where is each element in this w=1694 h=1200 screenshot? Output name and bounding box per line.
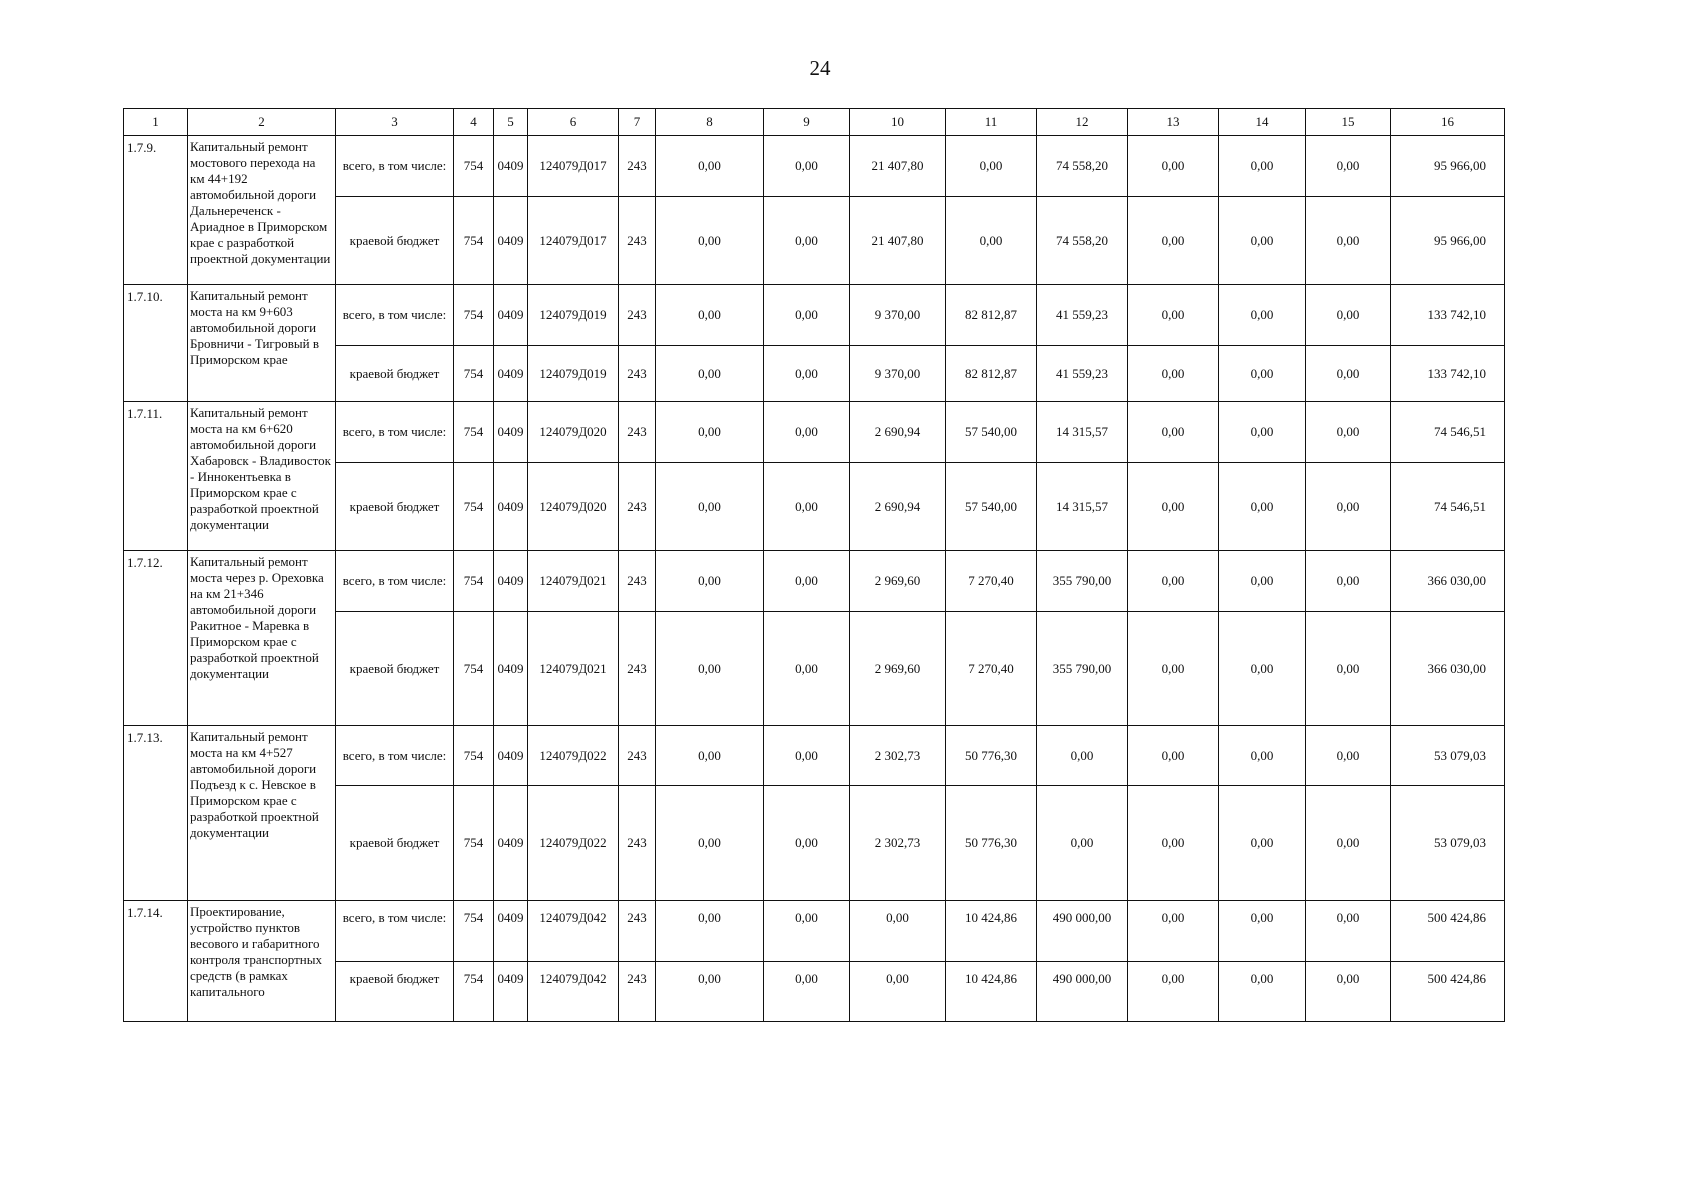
cell-c9: 0,00 [764, 786, 850, 901]
cell-c10: 21 407,80 [850, 136, 946, 197]
cell-c14: 0,00 [1219, 346, 1306, 402]
cell-c12: 355 790,00 [1037, 551, 1128, 612]
cell-c12: 14 315,57 [1037, 402, 1128, 463]
cell-c16: 500 424,86 [1391, 962, 1505, 1022]
cell-c12: 41 559,23 [1037, 285, 1128, 346]
cell-c7: 243 [619, 901, 656, 962]
cell-c11: 50 776,30 [946, 726, 1037, 786]
funding-source: всего, в том числе: [336, 136, 454, 197]
cell-c7: 243 [619, 346, 656, 402]
cell-c15: 0,00 [1306, 726, 1391, 786]
cell-c13: 0,00 [1128, 962, 1219, 1022]
cell-c11: 7 270,40 [946, 551, 1037, 612]
cell-c12: 490 000,00 [1037, 962, 1128, 1022]
cell-c6: 124079Д019 [528, 346, 619, 402]
cell-c10: 9 370,00 [850, 285, 946, 346]
cell-c15: 0,00 [1306, 346, 1391, 402]
cell-c5: 0409 [494, 612, 528, 726]
cell-c14: 0,00 [1219, 612, 1306, 726]
funding-source: всего, в том числе: [336, 402, 454, 463]
cell-c15: 0,00 [1306, 463, 1391, 551]
cell-c6: 124079Д020 [528, 402, 619, 463]
cell-c11: 0,00 [946, 197, 1037, 285]
cell-c5: 0409 [494, 285, 528, 346]
cell-c15: 0,00 [1306, 901, 1391, 962]
cell-c10: 9 370,00 [850, 346, 946, 402]
cell-c14: 0,00 [1219, 402, 1306, 463]
cell-c10: 2 302,73 [850, 726, 946, 786]
cell-c7: 243 [619, 551, 656, 612]
item-number: 1.7.14. [124, 901, 188, 1022]
funding-source: краевой бюджет [336, 463, 454, 551]
column-header: 16 [1391, 109, 1505, 136]
funding-source: всего, в том числе: [336, 285, 454, 346]
item-number: 1.7.11. [124, 402, 188, 551]
cell-c9: 0,00 [764, 612, 850, 726]
cell-c5: 0409 [494, 786, 528, 901]
cell-c15: 0,00 [1306, 285, 1391, 346]
cell-c8: 0,00 [656, 551, 764, 612]
column-header: 12 [1037, 109, 1128, 136]
cell-c14: 0,00 [1219, 786, 1306, 901]
cell-c13: 0,00 [1128, 463, 1219, 551]
cell-c13: 0,00 [1128, 901, 1219, 962]
funding-source: всего, в том числе: [336, 901, 454, 962]
cell-c13: 0,00 [1128, 197, 1219, 285]
cell-c15: 0,00 [1306, 551, 1391, 612]
cell-c16: 366 030,00 [1391, 551, 1505, 612]
cell-c13: 0,00 [1128, 726, 1219, 786]
cell-c15: 0,00 [1306, 962, 1391, 1022]
cell-c10: 2 690,94 [850, 463, 946, 551]
cell-c14: 0,00 [1219, 551, 1306, 612]
cell-c12: 0,00 [1037, 786, 1128, 901]
cell-c5: 0409 [494, 551, 528, 612]
column-header: 5 [494, 109, 528, 136]
cell-c10: 0,00 [850, 962, 946, 1022]
column-header: 2 [188, 109, 336, 136]
cell-c5: 0409 [494, 197, 528, 285]
cell-c13: 0,00 [1128, 346, 1219, 402]
cell-c12: 74 558,20 [1037, 136, 1128, 197]
column-header: 1 [124, 109, 188, 136]
cell-c5: 0409 [494, 346, 528, 402]
funding-source: краевой бюджет [336, 346, 454, 402]
cell-c4: 754 [454, 901, 494, 962]
cell-c13: 0,00 [1128, 285, 1219, 346]
cell-c8: 0,00 [656, 962, 764, 1022]
cell-c8: 0,00 [656, 901, 764, 962]
item-number: 1.7.9. [124, 136, 188, 285]
column-header: 8 [656, 109, 764, 136]
cell-c11: 10 424,86 [946, 901, 1037, 962]
funding-source: краевой бюджет [336, 786, 454, 901]
cell-c9: 0,00 [764, 197, 850, 285]
column-header: 4 [454, 109, 494, 136]
item-name: Капитальный ремонт моста на км 9+603 автомобильной дороги Бровничи - Тигровый в Приморском крае [188, 285, 336, 402]
cell-c8: 0,00 [656, 136, 764, 197]
cell-c9: 0,00 [764, 346, 850, 402]
cell-c13: 0,00 [1128, 551, 1219, 612]
table-row [124, 136, 1505, 197]
funding-source: краевой бюджет [336, 197, 454, 285]
cell-c14: 0,00 [1219, 136, 1306, 197]
cell-c10: 0,00 [850, 901, 946, 962]
item-name: Капитальный ремонт моста на км 6+620 автомобильной дороги Хабаровск - Владивосток - Иннокентьевка в Приморском крае с разработкой проектной документации [188, 402, 336, 551]
item-name: Капитальный ремонт мостового перехода на км 44+192 автомобильной дороги Дальнереченск - Ариадное в Приморском крае с разработкой проектной документации [188, 136, 336, 285]
cell-c11: 50 776,30 [946, 786, 1037, 901]
cell-c12: 14 315,57 [1037, 463, 1128, 551]
cell-c5: 0409 [494, 901, 528, 962]
column-header: 9 [764, 109, 850, 136]
column-header: 14 [1219, 109, 1306, 136]
column-header: 11 [946, 109, 1037, 136]
column-header: 7 [619, 109, 656, 136]
cell-c15: 0,00 [1306, 612, 1391, 726]
cell-c5: 0409 [494, 726, 528, 786]
cell-c6: 124079Д042 [528, 962, 619, 1022]
cell-c4: 754 [454, 402, 494, 463]
cell-c7: 243 [619, 612, 656, 726]
cell-c7: 243 [619, 197, 656, 285]
cell-c6: 124079Д017 [528, 136, 619, 197]
column-header: 10 [850, 109, 946, 136]
cell-c6: 124079Д022 [528, 786, 619, 901]
cell-c11: 57 540,00 [946, 463, 1037, 551]
cell-c4: 754 [454, 612, 494, 726]
cell-c8: 0,00 [656, 463, 764, 551]
funding-source: краевой бюджет [336, 612, 454, 726]
cell-c7: 243 [619, 285, 656, 346]
cell-c16: 95 966,00 [1391, 136, 1505, 197]
cell-c9: 0,00 [764, 285, 850, 346]
cell-c6: 124079Д020 [528, 463, 619, 551]
cell-c10: 21 407,80 [850, 197, 946, 285]
funding-source: краевой бюджет [336, 962, 454, 1022]
cell-c16: 500 424,86 [1391, 901, 1505, 962]
cell-c10: 2 302,73 [850, 786, 946, 901]
cell-c9: 0,00 [764, 551, 850, 612]
funding-source: всего, в том числе: [336, 726, 454, 786]
item-name: Капитальный ремонт моста через р. Ореховка на км 21+346 автомобильной дороги Ракитное - Маревка в Приморском крае с разработкой проектной документации [188, 551, 336, 726]
cell-c15: 0,00 [1306, 197, 1391, 285]
cell-c13: 0,00 [1128, 402, 1219, 463]
cell-c6: 124079Д022 [528, 726, 619, 786]
cell-c14: 0,00 [1219, 463, 1306, 551]
header-row [124, 109, 1505, 136]
cell-c13: 0,00 [1128, 136, 1219, 197]
cell-c6: 124079Д021 [528, 612, 619, 726]
cell-c9: 0,00 [764, 402, 850, 463]
cell-c11: 57 540,00 [946, 402, 1037, 463]
cell-c12: 74 558,20 [1037, 197, 1128, 285]
cell-c16: 74 546,51 [1391, 463, 1505, 551]
cell-c12: 41 559,23 [1037, 346, 1128, 402]
cell-c13: 0,00 [1128, 786, 1219, 901]
cell-c15: 0,00 [1306, 786, 1391, 901]
table-row [124, 402, 1505, 463]
cell-c4: 754 [454, 551, 494, 612]
cell-c9: 0,00 [764, 726, 850, 786]
budget-table [123, 108, 1505, 1022]
cell-c9: 0,00 [764, 463, 850, 551]
cell-c10: 2 690,94 [850, 402, 946, 463]
cell-c16: 53 079,03 [1391, 726, 1505, 786]
cell-c11: 10 424,86 [946, 962, 1037, 1022]
cell-c11: 0,00 [946, 136, 1037, 197]
column-header: 13 [1128, 109, 1219, 136]
cell-c4: 754 [454, 285, 494, 346]
item-number: 1.7.12. [124, 551, 188, 726]
cell-c16: 133 742,10 [1391, 285, 1505, 346]
table-row [124, 285, 1505, 346]
cell-c9: 0,00 [764, 962, 850, 1022]
cell-c12: 490 000,00 [1037, 901, 1128, 962]
cell-c4: 754 [454, 463, 494, 551]
cell-c14: 0,00 [1219, 901, 1306, 962]
cell-c15: 0,00 [1306, 402, 1391, 463]
column-header: 6 [528, 109, 619, 136]
item-name: Проектирование, устройство пунктов весового и габаритного контроля транспортных средств (в рамках капитального [188, 901, 336, 1022]
cell-c4: 754 [454, 962, 494, 1022]
cell-c7: 243 [619, 463, 656, 551]
cell-c14: 0,00 [1219, 726, 1306, 786]
table-row [124, 551, 1505, 612]
cell-c4: 754 [454, 136, 494, 197]
cell-c6: 124079Д042 [528, 901, 619, 962]
cell-c5: 0409 [494, 136, 528, 197]
cell-c16: 366 030,00 [1391, 612, 1505, 726]
cell-c7: 243 [619, 402, 656, 463]
cell-c4: 754 [454, 346, 494, 402]
cell-c11: 82 812,87 [946, 346, 1037, 402]
cell-c14: 0,00 [1219, 962, 1306, 1022]
cell-c6: 124079Д021 [528, 551, 619, 612]
item-name: Капитальный ремонт моста на км 4+527 автомобильной дороги Подъезд к с. Невское в Приморском крае с разработкой проектной документации [188, 726, 336, 901]
cell-c4: 754 [454, 197, 494, 285]
cell-c6: 124079Д019 [528, 285, 619, 346]
cell-c9: 0,00 [764, 901, 850, 962]
cell-c8: 0,00 [656, 402, 764, 463]
cell-c4: 754 [454, 726, 494, 786]
cell-c16: 74 546,51 [1391, 402, 1505, 463]
cell-c8: 0,00 [656, 786, 764, 901]
cell-c14: 0,00 [1219, 197, 1306, 285]
cell-c8: 0,00 [656, 726, 764, 786]
cell-c4: 754 [454, 786, 494, 901]
cell-c7: 243 [619, 786, 656, 901]
cell-c9: 0,00 [764, 136, 850, 197]
cell-c7: 243 [619, 726, 656, 786]
cell-c10: 2 969,60 [850, 551, 946, 612]
cell-c10: 2 969,60 [850, 612, 946, 726]
cell-c8: 0,00 [656, 285, 764, 346]
cell-c13: 0,00 [1128, 612, 1219, 726]
cell-c6: 124079Д017 [528, 197, 619, 285]
cell-c16: 53 079,03 [1391, 786, 1505, 901]
cell-c5: 0409 [494, 463, 528, 551]
cell-c14: 0,00 [1219, 285, 1306, 346]
item-number: 1.7.13. [124, 726, 188, 901]
cell-c8: 0,00 [656, 346, 764, 402]
cell-c7: 243 [619, 136, 656, 197]
cell-c12: 355 790,00 [1037, 612, 1128, 726]
funding-source: всего, в том числе: [336, 551, 454, 612]
cell-c16: 95 966,00 [1391, 197, 1505, 285]
table-row [124, 901, 1505, 962]
cell-c5: 0409 [494, 402, 528, 463]
table-row [124, 726, 1505, 786]
column-header: 15 [1306, 109, 1391, 136]
cell-c5: 0409 [494, 962, 528, 1022]
cell-c8: 0,00 [656, 197, 764, 285]
column-header: 3 [336, 109, 454, 136]
cell-c12: 0,00 [1037, 726, 1128, 786]
page-number: 24 [809, 56, 831, 80]
cell-c16: 133 742,10 [1391, 346, 1505, 402]
cell-c11: 82 812,87 [946, 285, 1037, 346]
cell-c11: 7 270,40 [946, 612, 1037, 726]
cell-c15: 0,00 [1306, 136, 1391, 197]
item-number: 1.7.10. [124, 285, 188, 402]
cell-c8: 0,00 [656, 612, 764, 726]
cell-c7: 243 [619, 962, 656, 1022]
